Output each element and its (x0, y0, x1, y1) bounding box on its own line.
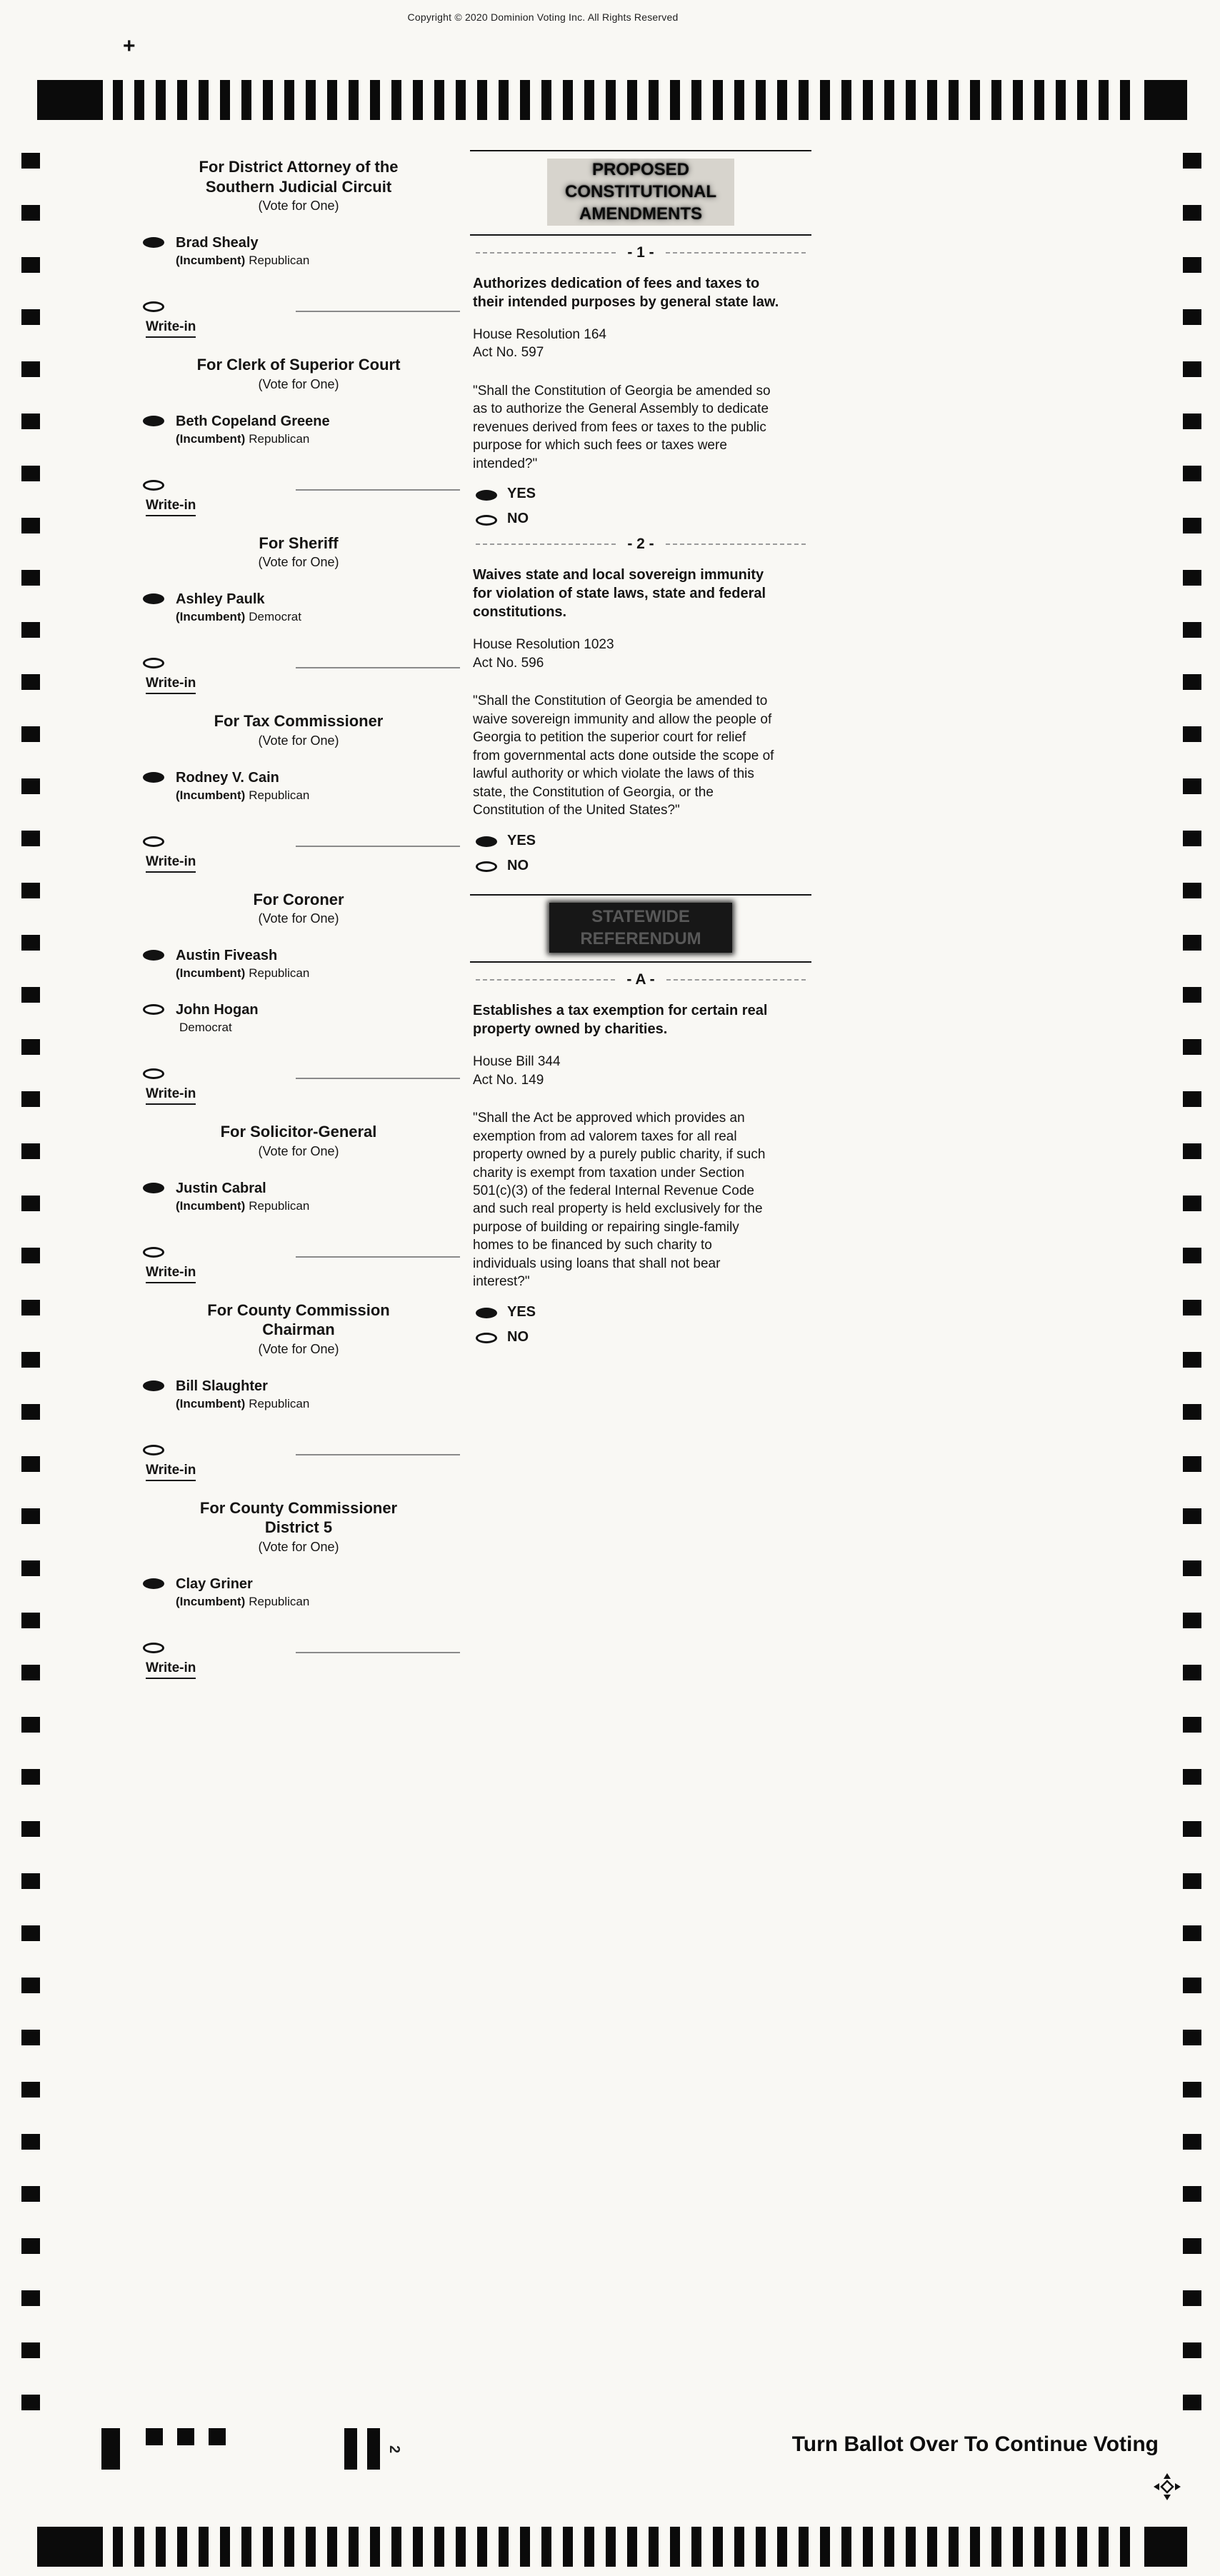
write-in-oval[interactable] (143, 301, 164, 312)
candidate-name: Beth Copeland Greene (176, 413, 330, 429)
candidate-info (176, 1378, 309, 1411)
timing-marks-top (37, 80, 1187, 120)
write-in-label: Write-in (146, 1086, 196, 1105)
timing-mark (101, 2428, 120, 2470)
candidate-party: Democrat (179, 1021, 232, 1034)
timing-marks-right (1183, 153, 1201, 2418)
measure-summary: Waives state and local sovereign immunity for violation of state laws, state and federal constitutions. (473, 567, 766, 621)
timing-marks-left (21, 153, 40, 2418)
incumbent-tag: (Incumbent) (176, 1396, 246, 1410)
write-in-row (137, 478, 460, 491)
write-in-label-row (146, 1660, 460, 1679)
write-in-label: Write-in (146, 319, 196, 338)
ballot-column-right (470, 150, 811, 1345)
measure-references (473, 636, 811, 672)
yes-label: YES (507, 486, 536, 502)
registration-plus-mark: + (123, 34, 136, 58)
candidate-info (176, 235, 309, 268)
contest-tax-commissioner (137, 711, 460, 873)
write-in-label: Write-in (146, 1463, 196, 1481)
candidate-info (176, 1002, 259, 1035)
choice-yes (476, 833, 811, 849)
candidate-party: Republican (249, 1396, 310, 1410)
candidate-info (176, 591, 301, 624)
referendum-header-box (470, 894, 811, 963)
write-in-label: Write-in (146, 498, 196, 516)
candidate-row (137, 1576, 460, 1609)
measure-amendment-2 (470, 536, 811, 873)
write-in-row (137, 1443, 460, 1455)
write-in-oval[interactable] (143, 658, 164, 668)
measure-ref: Act No. 596 (473, 655, 544, 671)
measure-question: "Shall the Act be approved which provides an exemption from ad valorem taxes for all real property owned by a purely public charity, if such charity is exempt from taxation under Section 501(c)(3) of the federal Internal Revenue Code and such real property is held exclusively for the purpose of building or repairing single-family homes to be financed by such charity to individuals using loans that shall not bear interest?" (473, 1111, 766, 1290)
contest-district-attorney (137, 157, 460, 338)
write-in-line[interactable] (296, 304, 460, 312)
candidate-info (176, 948, 309, 981)
write-in-line[interactable] (296, 1447, 460, 1455)
write-in-label-row (146, 1265, 460, 1283)
candidate-row (137, 1181, 460, 1213)
incumbent-tag: (Incumbent) (176, 966, 246, 980)
measure-number-row (476, 244, 806, 261)
write-in-oval[interactable] (143, 480, 164, 491)
contest-title: For Clerk of Superior Court (196, 356, 401, 374)
timing-marks-bottom (37, 2527, 1187, 2567)
write-in-oval[interactable] (143, 836, 164, 847)
write-in-row (137, 834, 460, 847)
write-in-line[interactable] (296, 838, 460, 847)
yes-label: YES (507, 1303, 536, 1320)
measure-question: "Shall the Constitution of Georgia be amended so as to authorize the General Assembly to dedicate revenues derived from fees or taxes to the public purpose for which such fees or taxes were intended?" (473, 383, 771, 471)
dash-line (666, 543, 806, 545)
vote-for-instruction: (Vote for One) (258, 1539, 339, 1554)
no-oval[interactable] (476, 861, 497, 872)
vote-for-instruction: (Vote for One) (258, 376, 339, 391)
candidate-party-line (176, 610, 301, 624)
ballot-oval[interactable] (143, 1380, 164, 1391)
incumbent-tag: (Incumbent) (176, 431, 246, 446)
choice-no (476, 858, 811, 874)
measure-number-row (476, 536, 806, 553)
measure-question: "Shall the Constitution of Georgia be amended to waive sovereign immunity and allow the people of Georgia to petition the superior court for relief from governmental acts done outside the scope of lawful authority or which violate the laws of this state, the Constitution of Georgia, or the Constitution of the United States?" (473, 693, 774, 818)
vote-for-instruction: (Vote for One) (258, 555, 339, 569)
timing-ticks (113, 80, 1134, 120)
write-in-line[interactable] (296, 1071, 460, 1079)
vote-for-instruction: (Vote for One) (258, 911, 339, 926)
amendments-header-box (470, 150, 811, 236)
ballot-oval[interactable] (143, 416, 164, 426)
candidate-name: Ashley Paulk (176, 591, 265, 607)
write-in-oval[interactable] (143, 1247, 164, 1258)
write-in-label: Write-in (146, 1660, 196, 1679)
measure-ref: House Resolution 1023 (473, 637, 614, 653)
choice-yes (476, 486, 811, 502)
write-in-row (137, 1066, 460, 1079)
candidate-party-line (176, 1199, 309, 1213)
yes-label: YES (507, 832, 536, 848)
incumbent-tag: (Incumbent) (176, 788, 246, 802)
referendum-header: STATEWIDE REFERENDUM (549, 903, 732, 953)
candidate-party: Republican (249, 1198, 310, 1213)
measure-ref: House Resolution 164 (473, 326, 606, 342)
candidate-name: Justin Cabral (176, 1180, 266, 1196)
contest-clerk-superior-court (137, 355, 460, 516)
ballot-oval[interactable] (143, 1183, 164, 1193)
dash-line (666, 979, 806, 981)
measure-number: - A - (626, 971, 655, 988)
candidate-info (176, 1576, 309, 1609)
contest-title: For County Commissioner District 5 (199, 1498, 398, 1536)
candidate-row (137, 414, 460, 446)
write-in-label-row (146, 319, 460, 338)
ballot-column-left (137, 151, 460, 1696)
contest-title: For Solicitor-General (220, 1123, 377, 1141)
yes-oval[interactable] (476, 836, 497, 847)
candidate-party-line (176, 1595, 309, 1609)
write-in-line[interactable] (296, 1249, 460, 1258)
measure-number: - 1 - (627, 244, 654, 261)
contest-title: For County Commission Chairman (207, 1300, 390, 1338)
ballot-oval[interactable] (143, 593, 164, 604)
no-oval[interactable] (476, 515, 497, 526)
candidate-row (137, 1378, 460, 1411)
ballot-oval[interactable] (143, 1578, 164, 1589)
ballot-oval[interactable] (143, 1004, 164, 1015)
write-in-line[interactable] (296, 1645, 460, 1653)
yes-oval[interactable] (476, 1308, 497, 1318)
candidate-party: Republican (249, 431, 310, 446)
write-in-row (137, 1245, 460, 1258)
candidate-row (137, 948, 460, 981)
measure-number-row (476, 971, 806, 988)
ballot-oval[interactable] (143, 772, 164, 783)
candidate-name: John Hogan (176, 1002, 259, 1018)
vote-for-instruction: (Vote for One) (258, 1341, 339, 1356)
candidate-party: Republican (249, 1594, 310, 1608)
write-in-row (137, 656, 460, 668)
contest-title: For Tax Commissioner (214, 712, 384, 730)
candidate-party-line (176, 432, 330, 446)
write-in-oval[interactable] (143, 1068, 164, 1079)
incumbent-tag: (Incumbent) (176, 254, 246, 267)
contest-title: For Coroner (253, 890, 344, 908)
copyright-text: Copyright © 2020 Dominion Voting Inc. All Rights Reserved (407, 11, 679, 23)
incumbent-tag: (Incumbent) (176, 1198, 246, 1213)
candidate-party: Republican (249, 966, 310, 980)
choice-yes (476, 1304, 811, 1320)
ballot-oval[interactable] (143, 237, 164, 248)
no-label: NO (507, 511, 529, 527)
candidate-name: Clay Griner (176, 1575, 253, 1592)
measure-referendum-a (470, 971, 811, 1345)
dash-line (476, 979, 615, 981)
write-in-line[interactable] (296, 660, 460, 668)
timing-mark (344, 2428, 357, 2470)
candidate-party-line (176, 1021, 259, 1035)
incumbent-tag: (Incumbent) (176, 1594, 246, 1608)
no-label: NO (507, 1328, 529, 1345)
measure-references (473, 326, 811, 362)
no-label: NO (507, 857, 529, 873)
ballot-oval[interactable] (143, 950, 164, 961)
timing-mark (209, 2428, 226, 2445)
write-in-label-row (146, 498, 460, 516)
candidate-info (176, 770, 309, 803)
write-in-label-row (146, 854, 460, 873)
timing-block (37, 80, 103, 120)
measure-summary: Establishes a tax exemption for certain real property owned by charities. (473, 1002, 768, 1037)
write-in-row (137, 1640, 460, 1653)
amendments-header: PROPOSED CONSTITUTIONAL AMENDMENTS (547, 159, 734, 226)
page-mark: 2 (386, 2445, 403, 2454)
candidate-party-line (176, 1397, 309, 1411)
dash-line (476, 252, 616, 254)
vote-for-instruction: (Vote for One) (258, 733, 339, 748)
candidate-party-line (176, 254, 309, 268)
contest-title: For District Attorney of the Southern Judicial Circuit (199, 158, 399, 196)
write-in-line[interactable] (296, 482, 460, 491)
candidate-party: Republican (249, 788, 310, 802)
no-oval[interactable] (476, 1333, 497, 1343)
measure-ref: Act No. 149 (473, 1072, 544, 1088)
referendum-header-wrap (470, 903, 811, 953)
contest-sheriff (137, 533, 460, 695)
write-in-label: Write-in (146, 1265, 196, 1283)
write-in-label: Write-in (146, 676, 196, 694)
vote-for-instruction: (Vote for One) (258, 1143, 339, 1158)
measure-ref: House Bill 344 (473, 1053, 561, 1069)
measure-references (473, 1053, 811, 1089)
write-in-row (137, 299, 460, 312)
measure-number: - 2 - (627, 536, 654, 553)
contest-solicitor-general (137, 1122, 460, 1283)
candidate-name: Brad Shealy (176, 235, 259, 251)
candidate-party-line (176, 788, 309, 803)
candidate-info (176, 414, 330, 446)
contest-county-commission-chairman (137, 1300, 460, 1481)
write-in-label-row (146, 1086, 460, 1105)
write-in-oval[interactable] (143, 1643, 164, 1653)
dash-line (666, 252, 806, 254)
contest-county-commissioner-district-5 (137, 1498, 460, 1679)
candidate-name: Rodney V. Cain (176, 769, 279, 786)
choice-no (476, 511, 811, 527)
write-in-label: Write-in (146, 854, 196, 873)
registration-crosshair-icon (1153, 2472, 1181, 2501)
choice-no (476, 1329, 811, 1345)
timing-block (37, 2527, 103, 2567)
timing-mark (146, 2428, 163, 2445)
measure-ref: Act No. 597 (473, 345, 544, 361)
candidate-name: Austin Fiveash (176, 948, 278, 963)
timing-block (1144, 80, 1187, 120)
timing-ticks (113, 2527, 1134, 2567)
timing-block (1144, 2527, 1187, 2567)
measure-amendment-1 (470, 244, 811, 528)
incumbent-tag: (Incumbent) (176, 610, 246, 623)
contest-coroner (137, 890, 460, 1106)
candidate-row (137, 1002, 460, 1035)
vote-for-instruction: (Vote for One) (258, 199, 339, 213)
yes-oval[interactable] (476, 490, 497, 501)
measure-summary: Authorizes dedication of fees and taxes to their intended purposes by general state law. (473, 275, 779, 310)
timing-mark (177, 2428, 194, 2445)
candidate-info (176, 1181, 309, 1213)
candidate-row (137, 235, 460, 268)
candidate-party: Democrat (249, 610, 301, 623)
candidate-party-line (176, 966, 309, 981)
timing-mark (367, 2428, 380, 2470)
write-in-oval[interactable] (143, 1445, 164, 1455)
contest-title: For Sheriff (259, 533, 339, 552)
write-in-label-row (146, 1463, 460, 1481)
candidate-row (137, 591, 460, 624)
candidate-party: Republican (249, 254, 310, 267)
write-in-label-row (146, 676, 460, 694)
dash-line (476, 543, 616, 545)
turn-ballot-instruction: Turn Ballot Over To Continue Voting (791, 2432, 1159, 2456)
candidate-name: Bill Slaughter (176, 1378, 268, 1394)
candidate-row (137, 770, 460, 803)
